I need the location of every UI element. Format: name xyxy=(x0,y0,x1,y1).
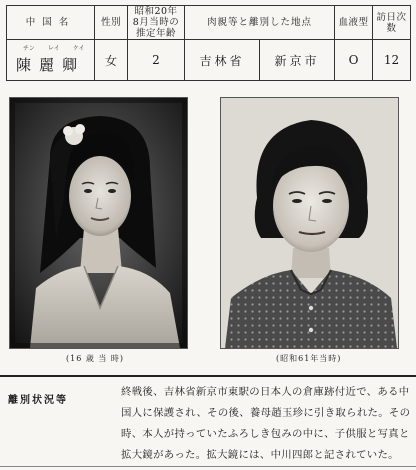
header-age-line2: 8月当時の xyxy=(132,17,180,28)
value-sex: 女 xyxy=(95,40,128,81)
header-visit-count: 訪日次数 xyxy=(373,6,411,40)
header-age-line3: 推定年齢 xyxy=(135,28,176,39)
portrait-photo-showa61 xyxy=(220,97,399,349)
header-sex: 性別 xyxy=(95,6,128,40)
portrait-photo-age16 xyxy=(9,97,188,349)
value-place-city: 新京市 xyxy=(274,53,320,68)
caption-showa61: (昭和61年当時) xyxy=(276,354,342,363)
separation-label: 離別状況等 xyxy=(8,395,68,406)
registry-table xyxy=(6,5,411,81)
header-estimated-age xyxy=(128,6,185,40)
value-visit-count: 12 xyxy=(373,40,411,81)
furigana-3: ケイ xyxy=(73,45,85,52)
section-divider-bottom xyxy=(0,466,416,467)
value-separation-place xyxy=(185,40,335,81)
value-age: 2 xyxy=(128,40,185,81)
header-blood-type: 血液型 xyxy=(335,6,373,40)
value-chinese-name xyxy=(7,40,95,81)
portrait-middle-aged-woman-image xyxy=(221,98,398,348)
value-place-province: 吉林省 xyxy=(185,40,260,80)
header-separation-place: 肉親等と離別した地点 xyxy=(185,6,335,40)
separation-text: 終戦後、吉林省新京市東駅の日本人の倉庫跡付近で、ある中国人に保護され、その後、養母趙玉珍に引き取られた。その時、本人が持っていたふろしき包みの中に、子供服と写真と拡大鏡があった。拡大鏡には、中川四郎と記されていた。 xyxy=(121,386,411,461)
caption-age16: (16 歳 当 時) xyxy=(66,354,125,363)
furigana-1: チン xyxy=(23,45,35,52)
furigana-2: レイ xyxy=(48,45,60,52)
header-age-line1: 昭和20年 xyxy=(134,6,178,17)
value-blood-type: O xyxy=(335,40,373,81)
name-characters: 陳麗卿 xyxy=(15,55,85,74)
header-chinese-name: 中国名 xyxy=(7,6,95,40)
section-divider-top xyxy=(0,375,416,377)
portrait-young-woman-image xyxy=(10,98,187,348)
